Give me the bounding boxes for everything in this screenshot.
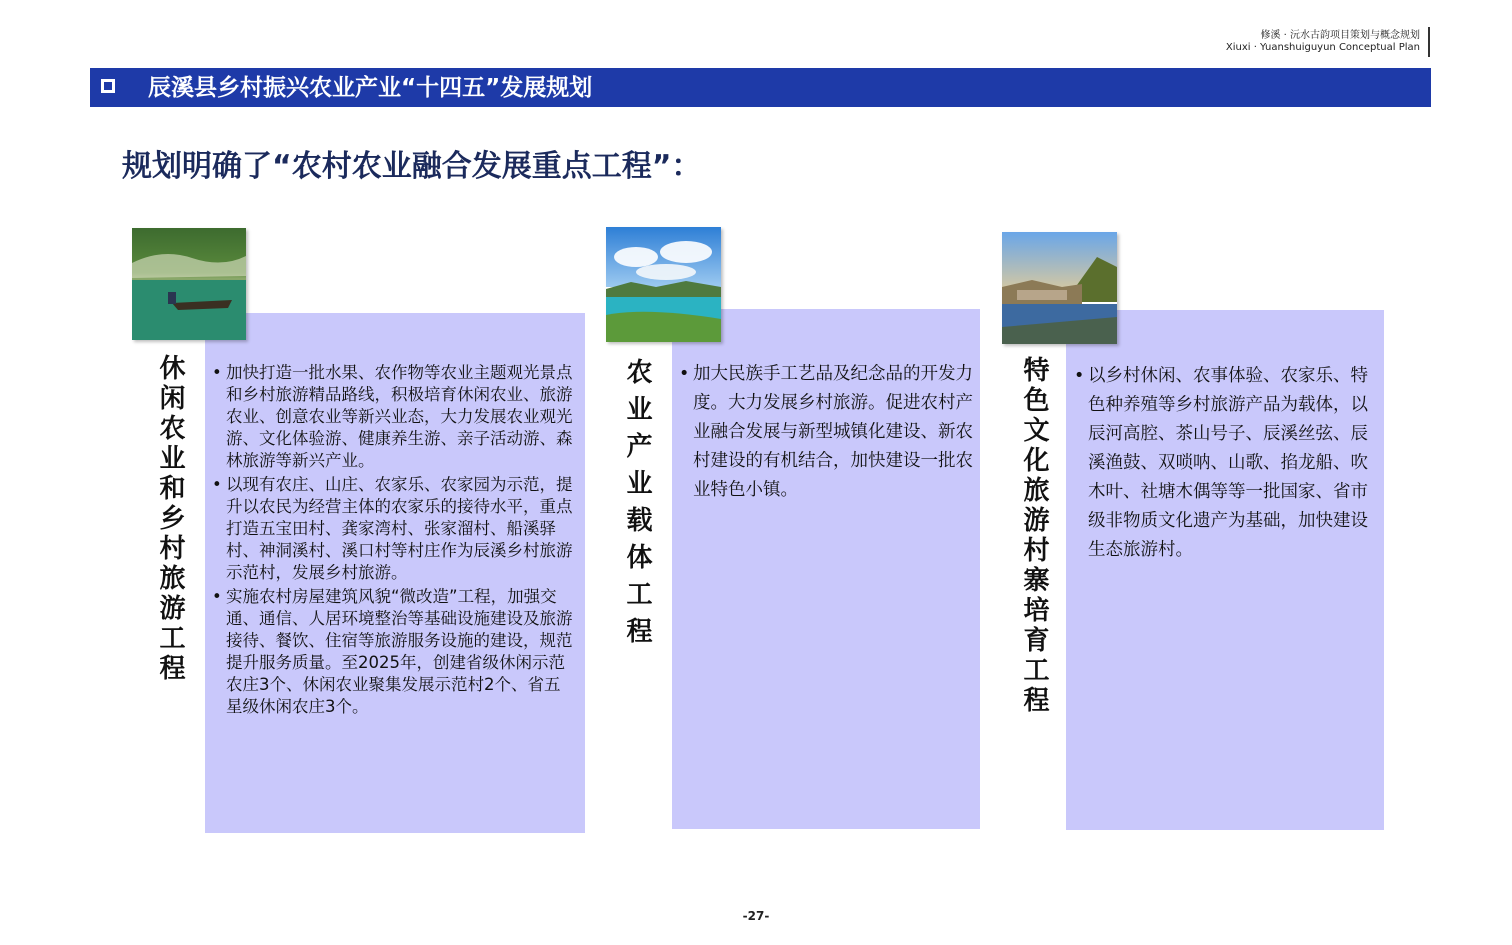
list-item: • 加快打造一批水果、农作物等农业主题观光景点和乡村旅游精品路线，积极培育休闲农业、旅游农业、创意农业等新兴业态，大力发展农业观光游、文化体验游、健康养生游、亲子活动游、森林旅游等新兴产业。: [212, 362, 576, 472]
list-item: • 以现有农庄、山庄、农家乐、农家园为示范，提升以农民为经营主体的农家乐的接待水平，重点打造五宝田村、龚家湾村、张家溜村、船溪驿村、神洞溪村、溪口村等村庄作为辰溪乡村旅游示范村，发展乡村旅游。: [212, 474, 576, 584]
page-number: -27-: [742, 909, 770, 923]
card-industry-title: 农业产业载体工程: [622, 358, 652, 654]
list-item: • 实施农村房屋建筑风貌“微改造”工程，加强交通、通信、人居环境整治等基础设施建设及旅游接待、餐饮、住宿等旅游服务设施的建设，规范提升服务质量。至2025年，创建省级休闲示范农庄3个、休闲农业聚集发展示范村2个、省五星级休闲农庄3个。: [212, 586, 576, 718]
card-industry-bullets: [679, 360, 975, 507]
square-bullet-icon: [101, 79, 115, 93]
page-title: 规划明确了“农村农业融合发展重点工程”：: [122, 149, 702, 184]
card-culture-bullets: [1074, 362, 1378, 567]
section-header-bar: [90, 68, 1431, 107]
lake-sky-photo-icon: [606, 227, 721, 342]
card-culture-title: 特色文化旅游村寨培育工程: [1019, 356, 1049, 716]
header-divider: [1428, 27, 1430, 57]
card-leisure-title: 休闲农业和乡村旅游工程: [155, 354, 185, 684]
header-caption-zh: 修溪 · 沅水古韵项目策划与概念规划: [1260, 30, 1420, 41]
village-lake-photo-icon: [1002, 232, 1117, 344]
section-title: 辰溪县乡村振兴农业产业“十四五”发展规划: [148, 75, 593, 101]
river-boat-photo-icon: [132, 228, 246, 340]
card-leisure-bullets: [212, 362, 576, 720]
header-caption: [1226, 30, 1420, 54]
header-caption-en: Xiuxi · Yuanshuiguyun Conceptual Plan: [1225, 42, 1420, 53]
list-item: • 加大民族手工艺品及纪念品的开发力度。大力发展乡村旅游。促进农村产业融合发展与新型城镇化建设、新农村建设的有机结合，加快建设一批农业特色小镇。: [679, 360, 975, 505]
list-item: • 以乡村休闲、农事体验、农家乐、特色种养殖等乡村旅游产品为载体，以辰河高腔、茶山号子、辰溪丝弦、辰溪渔鼓、双唢呐、山歌、掐龙船、吹木叶、社塘木偶等等一批国家、省市级非物质文化遗产为基础，加快建设生态旅游村。: [1074, 362, 1378, 565]
